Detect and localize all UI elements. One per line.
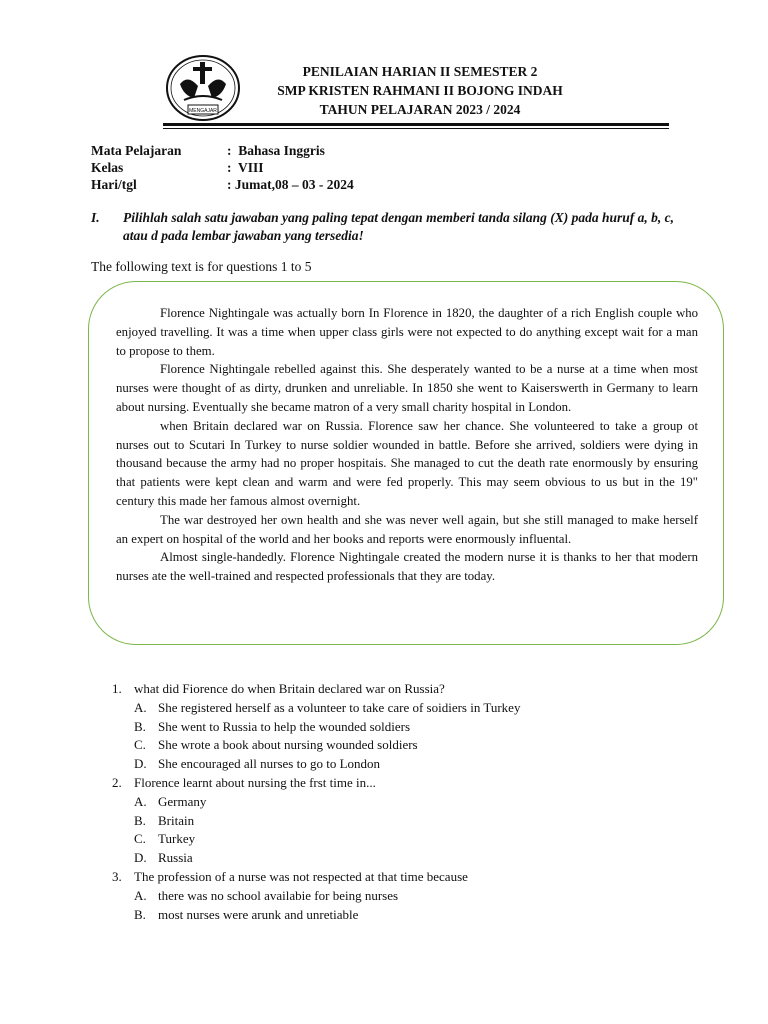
option-text: She encouraged all nurses to go to London — [158, 756, 381, 772]
option-text: She wrote a book about nursing wounded soldiers — [158, 737, 418, 753]
option-text: She went to Russia to help the wounded soldiers — [158, 718, 411, 734]
info-value: : Bahasa Inggris — [227, 143, 325, 158]
option-letter: D. — [134, 850, 147, 866]
info-row-date — [91, 176, 491, 193]
header-rule-thick — [163, 123, 669, 126]
exam-header — [250, 62, 590, 119]
info-row-subject — [91, 142, 491, 159]
header-school-name: SMP KRISTEN RAHMANI II BOJONG INDAH — [277, 83, 563, 98]
question-text: The profession of a nurse was not respected at that time because — [134, 868, 468, 884]
passage-paragraph: Florence Nightingale was actually born In Florence in 1820, the daughter of a rich English couple who enjoyed travelling. It was a time when upper class girls were not expected to do anything except wait for a man to propose to them. — [116, 306, 698, 358]
option-letter: B. — [134, 718, 146, 734]
option-letter: A. — [134, 699, 147, 715]
info-row-class — [91, 159, 491, 176]
answer-option — [112, 812, 520, 831]
passage-paragraph: Florence Nightingale rebelled against this. She desperately wanted to be a nurse at a time when most nurses were thought of as dirty, drunken and unreliable. In 1850 she went to Kaiserswerth in Germany to learn about nursing. Eventually she became matron of a very small charity hospital in London. — [116, 362, 698, 414]
question-number: 3. — [112, 868, 122, 884]
info-value: : VIII — [227, 160, 264, 175]
header-rule-thin — [163, 128, 669, 129]
question-text: Florence learnt about nursing the frst time in... — [134, 774, 376, 790]
answer-option — [112, 736, 520, 755]
section-number: I. — [91, 210, 100, 225]
question-number: 2. — [112, 774, 122, 790]
header-title-line-1: PENILAIAN HARIAN II SEMESTER 2 — [302, 64, 538, 79]
option-letter: C. — [134, 737, 146, 753]
school-logo — [164, 54, 242, 124]
option-text: there was no school availabie for being nurses — [158, 887, 399, 903]
passage-paragraph: The war destroyed her own health and she was never well again, but she still managed to make herself an expert on hospital of the world and her books and reports were enormously influental. — [116, 512, 698, 546]
info-label: Mata Pelajaran — [91, 143, 182, 158]
answer-option — [112, 755, 520, 774]
option-letter: A. — [134, 887, 147, 903]
option-letter: B. — [134, 906, 146, 922]
option-text: most nurses were arunk and unretiable — [158, 906, 359, 922]
exam-info — [91, 142, 491, 193]
answer-option — [112, 887, 520, 906]
option-text: Turkey — [158, 831, 196, 847]
reading-passage — [116, 304, 698, 586]
question-item — [112, 680, 520, 699]
passage-paragraph: Almost single-handedly. Florence Nightingale created the modern nurse it is thanks to her that modern nurses ate the well-trained and respected professionals that they are today. — [116, 550, 698, 584]
question-text: what did Fiorence do when Britain declared war on Russia? — [134, 681, 445, 696]
answer-option — [112, 699, 520, 718]
info-label: Hari/tgl — [91, 177, 137, 192]
answer-option — [112, 793, 520, 812]
option-text: Germany — [158, 793, 207, 809]
option-letter: B. — [134, 812, 146, 828]
answer-option — [112, 849, 520, 868]
option-letter: A. — [134, 793, 147, 809]
logo-banner-text: MENGAJAR — [189, 108, 217, 114]
question-list — [112, 680, 520, 924]
question-number: 1. — [112, 681, 122, 696]
passage-paragraph: when Britain declared war on Russia. Florence saw her chance. She volunteered to take a group ot nurses out to Scutari In Turkey to nurse soldier wounded in battle. Before she arrived, soldiers were dying in thousand because the army had no proper hospitais. She managed to cut the death rate enormously by ensuring that patients were kept clean and warm and were fed properly. This may seem obvious to us but in the 19" century this made her famous almost overnight. — [116, 418, 698, 508]
info-value: : Jumat,08 – 03 - 2024 — [227, 177, 354, 192]
option-text: Britain — [158, 812, 195, 828]
question-item — [112, 868, 520, 887]
header-academic-year: TAHUN PELAJARAN 2023 / 2024 — [319, 102, 521, 117]
answer-option — [112, 718, 520, 737]
question-item — [112, 774, 520, 793]
answer-option — [112, 906, 520, 925]
option-letter: D. — [134, 756, 147, 772]
passage-intro: The following text is for questions 1 to 5 — [91, 259, 312, 274]
option-letter: C. — [134, 831, 146, 847]
answer-option — [112, 830, 520, 849]
option-text: Russia — [158, 850, 193, 866]
instruction-text: Pilihlah salah satu jawaban yang paling tepat dengan memberi tanda silang (X) pada huruf a, b, c, atau d pada lembar jawaban yang tersedia! — [123, 210, 674, 243]
info-label: Kelas — [91, 160, 124, 175]
option-text: She registered herself as a volunteer to take care of soidiers in Turkey — [158, 699, 521, 715]
